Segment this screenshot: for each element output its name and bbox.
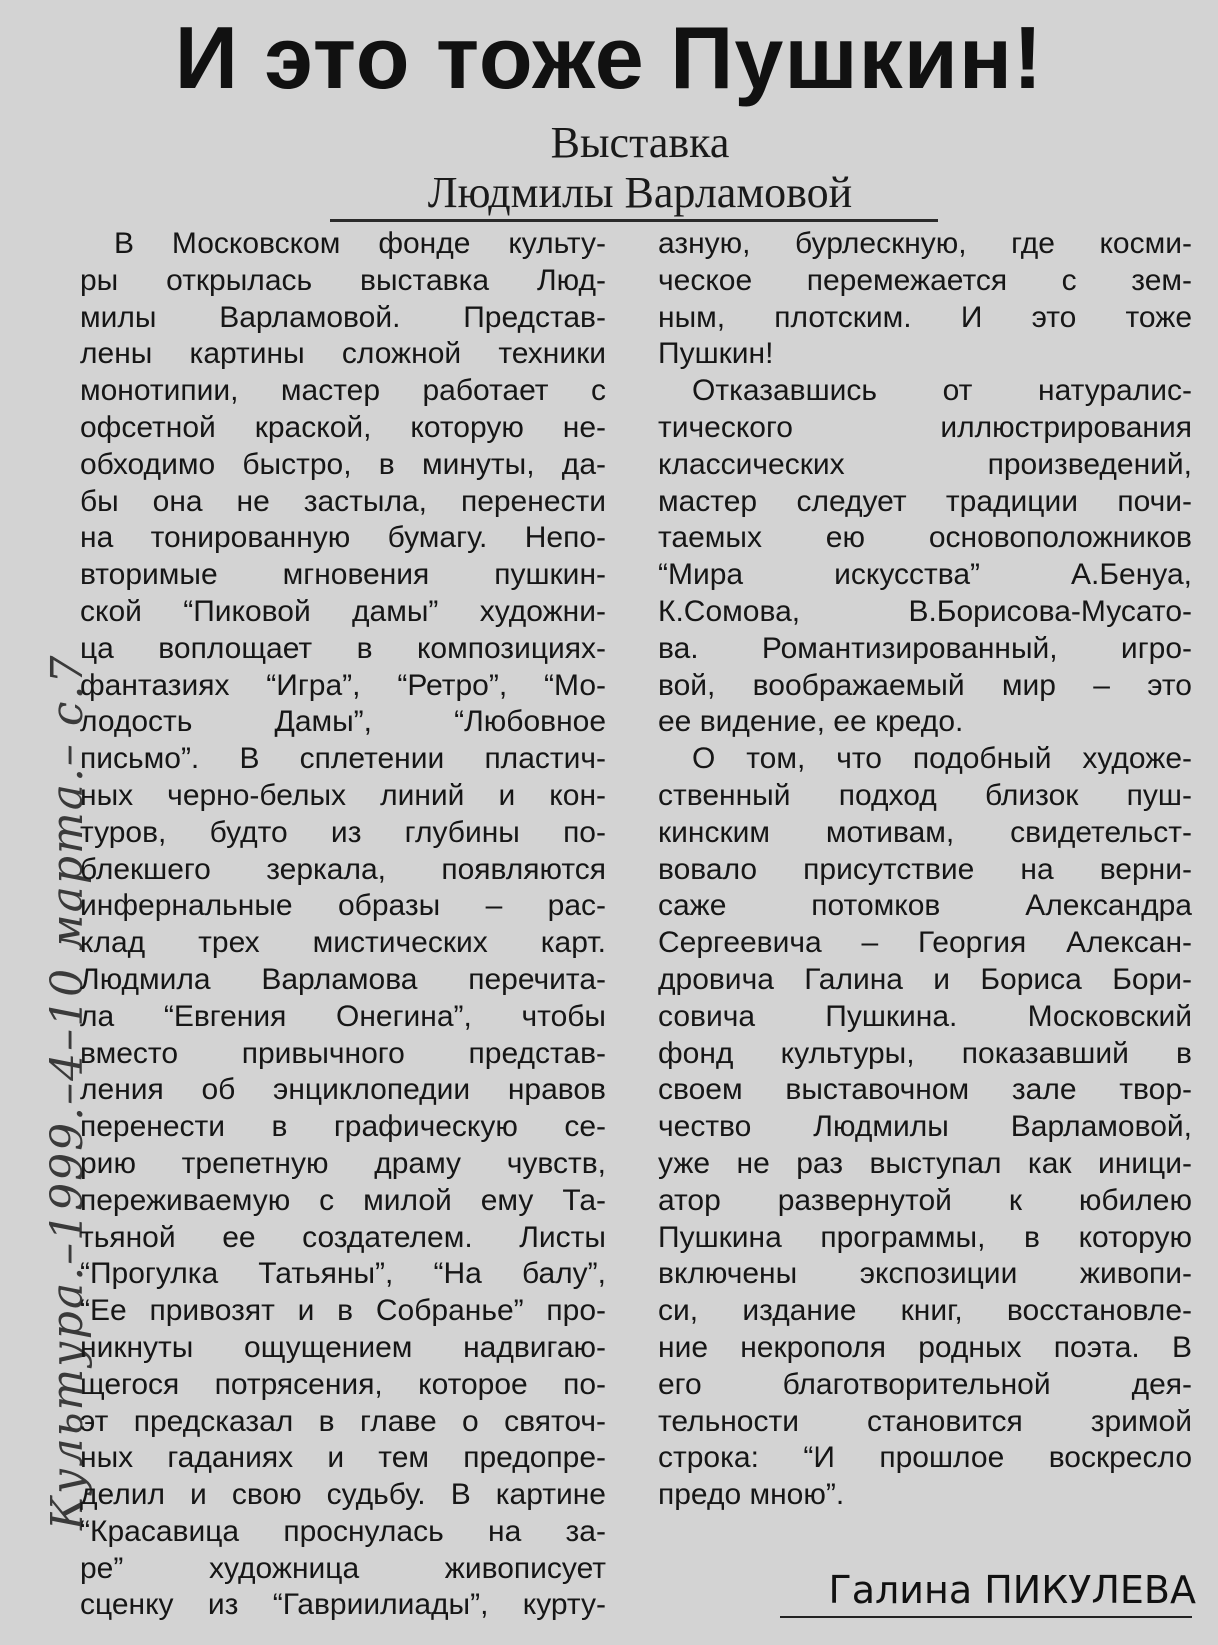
text-line: ления об энциклопедии нравов <box>80 1073 606 1107</box>
text-line: саже потомков Александра <box>658 889 1192 923</box>
text-line: таемых ею основоположников <box>658 521 1192 555</box>
text-line: ных гаданиях и тем предопре- <box>80 1441 606 1475</box>
text-line: предо мною”. <box>658 1478 845 1512</box>
text-line: его благотворительной дея- <box>658 1367 1192 1401</box>
text-line: ние некрополя родных поэта. В <box>658 1330 1192 1364</box>
text-line: рию трепетную драму чувств, <box>80 1146 606 1180</box>
text-line: ва. Романтизированный, игро- <box>658 631 1192 665</box>
text-line: вместо привычного представ- <box>80 1036 606 1070</box>
text-line: сценку из “Гавриилиады”, курту- <box>80 1588 606 1622</box>
text-line: милы Варламовой. Представ- <box>80 300 606 334</box>
text-line: В Московском фонде культу- <box>114 227 606 260</box>
text-line: ца воплощает в композициях- <box>80 631 606 665</box>
text-line: Людмила Варламова перечита- <box>80 962 606 996</box>
text-line: щегося потрясения, которое по- <box>80 1367 606 1401</box>
text-line: ры открылась выставка Люд- <box>80 263 606 297</box>
text-line: ческое перемежается с зем- <box>658 263 1192 297</box>
text-line: эт предсказал в главе о святоч- <box>80 1404 606 1438</box>
subtitle-line-2: Людмилы Варламовой <box>427 168 853 217</box>
text-line: вой, воображаемый мир – это <box>658 668 1192 702</box>
handwritten-source-note: Культура.–1999.–4–10 марта.– с.7 <box>42 653 93 1530</box>
text-line: строка: “И прошлое воскресло <box>658 1441 1192 1475</box>
text-line: тельности становится зримой <box>658 1404 1192 1438</box>
text-line: совича Пушкина. Московский <box>658 999 1192 1033</box>
text-line: си, издание книг, восстановле- <box>658 1294 1192 1328</box>
text-line: “Красавица проснулась на за- <box>80 1514 606 1548</box>
text-line: туров, будто из глубины по- <box>80 815 606 849</box>
text-line: Сергеевича – Георгия Алексан- <box>658 926 1192 960</box>
byline-underline <box>780 1616 1192 1618</box>
article-subtitle <box>280 118 1000 218</box>
text-line: чество Людмилы Варламовой, <box>658 1110 1192 1144</box>
text-line: офсетной краской, которую не- <box>80 410 606 444</box>
text-line: перенести в графическую се- <box>80 1110 606 1144</box>
author-byline: Галина ПИКУЛЕВА <box>828 1568 1196 1612</box>
text-line: Отказавшись от натуралис- <box>692 374 1192 408</box>
text-line: азную, бурлескную, где косми- <box>658 227 1192 260</box>
text-line: делил и свою судьбу. В картине <box>80 1478 606 1512</box>
article-headline: И это тоже Пушкин! <box>174 8 1044 107</box>
left-text-column <box>80 226 606 1624</box>
text-line: ре” художница живописует <box>80 1551 606 1585</box>
text-line: ла “Евгения Онегина”, чтобы <box>80 999 606 1033</box>
text-line: ным, плотским. И это тоже <box>658 300 1192 334</box>
text-line: никнуты ощущением надвигаю- <box>80 1330 606 1364</box>
text-line: на тонированную бумагу. Непо- <box>80 521 606 555</box>
text-line: К.Сомова, В.Борисова-Мусато- <box>658 594 1192 628</box>
text-line: лодость Дамы”, “Любовное <box>80 705 606 739</box>
text-line: ской “Пиковой дамы” художни- <box>80 594 606 628</box>
text-line: блекшего зеркала, появляются <box>80 852 606 886</box>
text-line: атор развернутой к юбилею <box>658 1183 1192 1217</box>
text-line: О том, что подобный художе- <box>692 742 1192 776</box>
text-line: “Мира искусства” А.Бенуа, <box>658 558 1192 592</box>
text-line: вторимые мгновения пушкин- <box>80 558 606 592</box>
text-line: переживаемую с милой ему Та- <box>80 1183 606 1217</box>
text-line: бы она не застыла, перенести <box>80 484 606 518</box>
text-line: уже не раз выступал как иници- <box>658 1146 1192 1180</box>
text-line: ственный подход близок пуш- <box>658 778 1192 812</box>
text-line: инфернальные образы – рас- <box>80 889 606 923</box>
text-line: фантазиях “Игра”, “Ретро”, “Мо- <box>80 668 606 702</box>
text-line: лены картины сложной техники <box>80 337 606 371</box>
text-line: дровича Галина и Бориса Бори- <box>658 962 1192 996</box>
text-line: “Ее привозят и в Собранье” про- <box>80 1294 606 1328</box>
text-line: Пушкин! <box>658 337 774 371</box>
right-text-column <box>658 226 1192 1514</box>
text-line: своем выставочном зале твор- <box>658 1073 1192 1107</box>
text-line: тического иллюстрирования <box>658 410 1192 444</box>
subtitle-underline <box>330 219 938 222</box>
text-line: клад трех мистических карт. <box>80 926 606 960</box>
text-line: письмо”. В сплетении пластич- <box>80 742 606 776</box>
subtitle-line-1: Выставка <box>550 118 730 167</box>
text-line: ее видение, ее кредо. <box>658 705 964 739</box>
text-line: мастер следует традиции почи- <box>658 484 1192 518</box>
text-line: включены экспозиции живопи- <box>658 1257 1192 1291</box>
text-line: фонд культуры, показавший в <box>658 1036 1192 1070</box>
text-line: вовало присутствие на верни- <box>658 852 1192 886</box>
text-line: “Прогулка Татьяны”, “На балу”, <box>80 1257 606 1291</box>
text-line: ных черно-белых линий и кон- <box>80 778 606 812</box>
text-line: монотипии, мастер работает с <box>80 374 606 408</box>
text-line: классических произведений, <box>658 447 1192 481</box>
text-line: Пушкина программы, в которую <box>658 1220 1192 1254</box>
text-line: обходимо быстро, в минуты, да- <box>80 447 606 481</box>
text-line: тьяной ее создателем. Листы <box>80 1220 606 1254</box>
text-line: кинским мотивам, свидетельст- <box>658 815 1192 849</box>
